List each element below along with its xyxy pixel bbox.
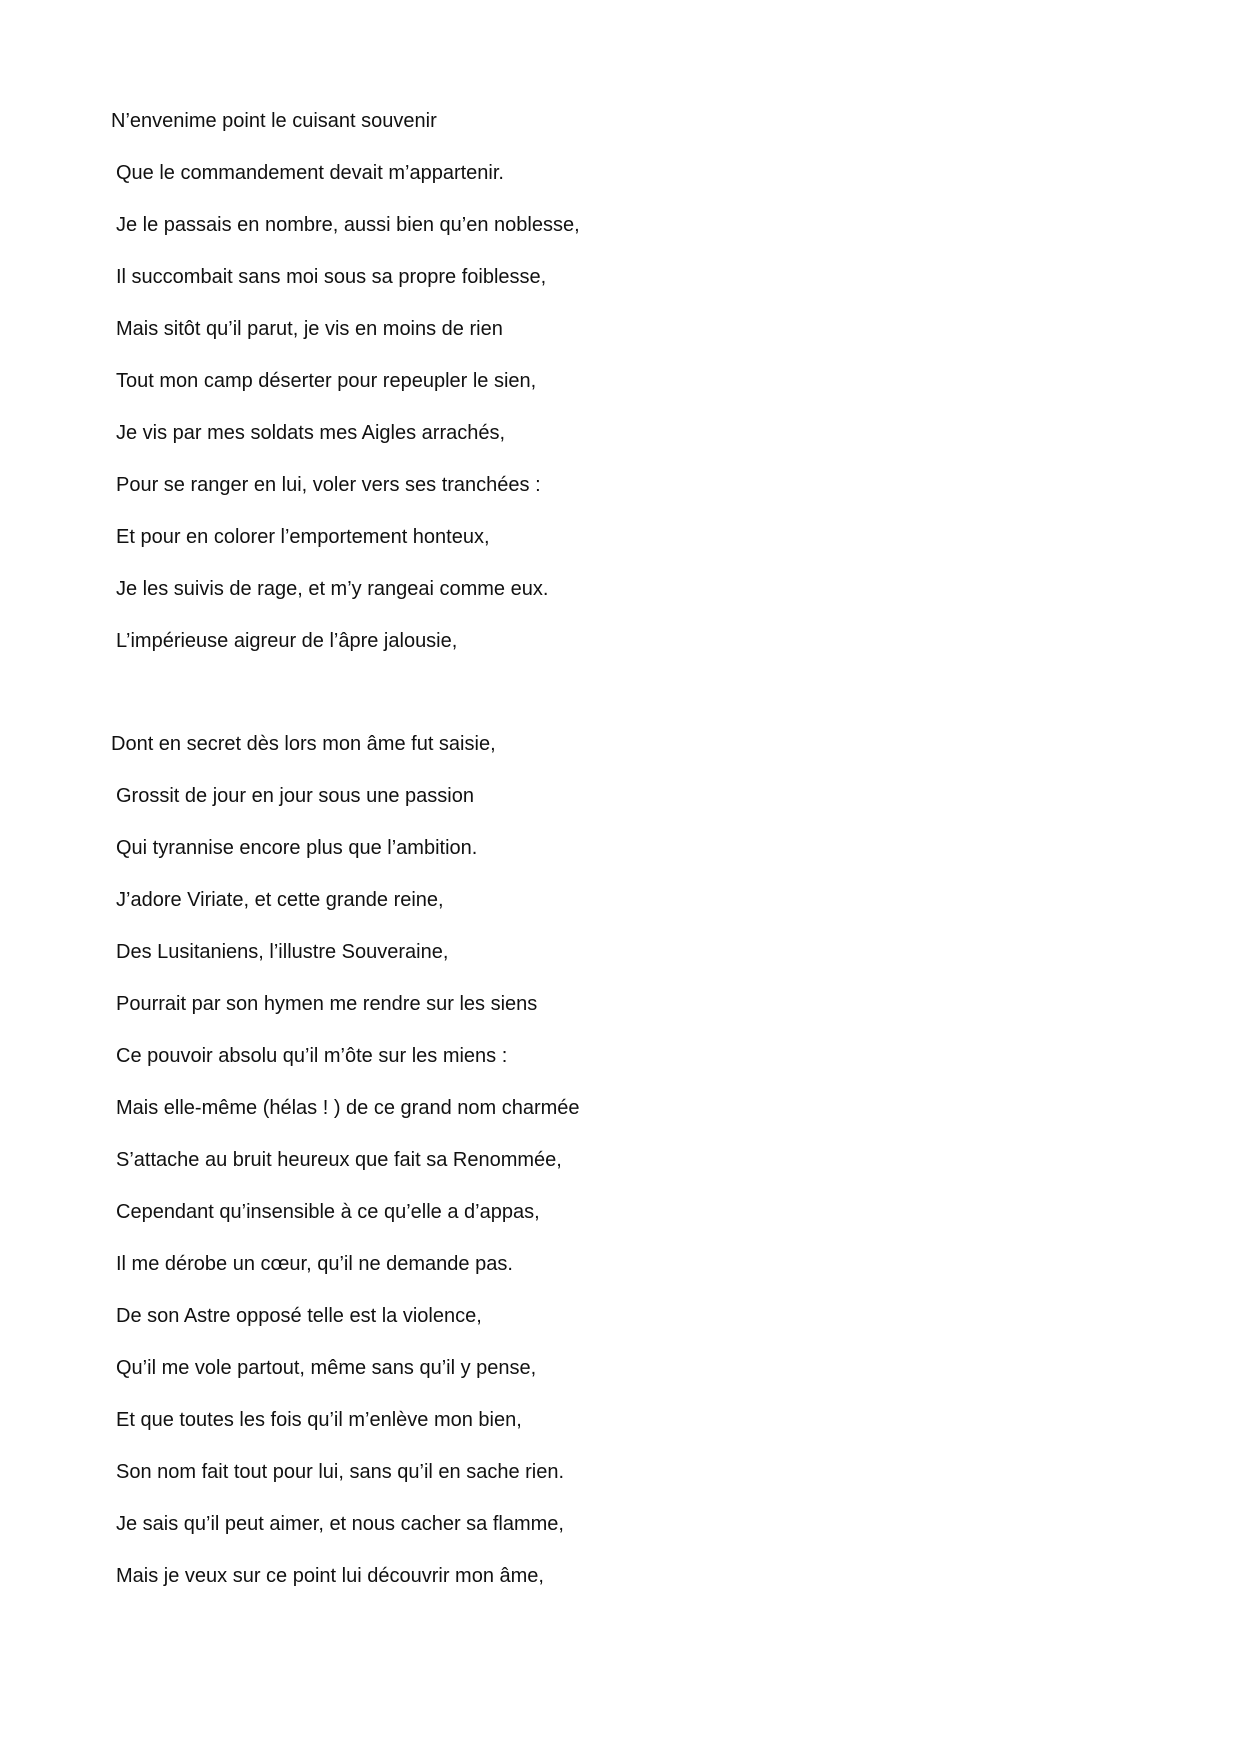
verse-line: L’impérieuse aigreur de l’âpre jalousie, bbox=[116, 630, 458, 652]
verse-line: S’attache au bruit heureux que fait sa Renommée, bbox=[116, 1149, 562, 1171]
verse-line: Que le commandement devait m’appartenir. bbox=[116, 162, 504, 184]
verse-line: Mais je veux sur ce point lui découvrir mon âme, bbox=[116, 1565, 544, 1587]
verse-line: Son nom fait tout pour lui, sans qu’il en sache rien. bbox=[116, 1461, 565, 1483]
verse-line: Des Lusitaniens, l’illustre Souveraine, bbox=[116, 941, 449, 963]
verse-line: Cependant qu’insensible à ce qu’elle a d’appas, bbox=[116, 1201, 540, 1223]
verse-line: Ce pouvoir absolu qu’il m’ôte sur les miens : bbox=[116, 1045, 508, 1067]
verse-line: Pourrait par son hymen me rendre sur les siens bbox=[116, 993, 538, 1015]
verse-line: Je vis par mes soldats mes Aigles arrachés, bbox=[116, 422, 506, 444]
verse-line: J’adore Viriate, et cette grande reine, bbox=[116, 889, 444, 911]
verse-line: Il succombait sans moi sous sa propre foiblesse, bbox=[116, 266, 547, 288]
verse-line: Qui tyrannise encore plus que l’ambition. bbox=[116, 837, 478, 859]
verse-line: Je les suivis de rage, et m’y rangeai comme eux. bbox=[116, 578, 549, 600]
verse-line: Dont en secret dès lors mon âme fut saisie, bbox=[111, 733, 496, 755]
verse-line: N’envenime point le cuisant souvenir bbox=[111, 110, 437, 132]
verse-line: Je le passais en nombre, aussi bien qu’en noblesse, bbox=[116, 214, 580, 236]
verse-line: Et pour en colorer l’emportement honteux, bbox=[116, 526, 490, 548]
verse-line: Pour se ranger en lui, voler vers ses tranchées : bbox=[116, 474, 541, 496]
verse-line: Et que toutes les fois qu’il m’enlève mon bien, bbox=[116, 1409, 522, 1431]
verse-line: De son Astre opposé telle est la violence, bbox=[116, 1305, 482, 1327]
verse-line: Grossit de jour en jour sous une passion bbox=[116, 785, 474, 807]
verse-line: Mais elle-même (hélas ! ) de ce grand nom charmée bbox=[116, 1097, 580, 1119]
verse-line: Qu’il me vole partout, même sans qu’il y pense, bbox=[116, 1357, 537, 1379]
verse-line: Tout mon camp déserter pour repeupler le sien, bbox=[116, 370, 537, 392]
verse-line: Il me dérobe un cœur, qu’il ne demande pas. bbox=[116, 1253, 513, 1275]
verse-line: Je sais qu’il peut aimer, et nous cacher sa flamme, bbox=[116, 1513, 564, 1535]
verse-line: Mais sitôt qu’il parut, je vis en moins de rien bbox=[116, 318, 503, 340]
